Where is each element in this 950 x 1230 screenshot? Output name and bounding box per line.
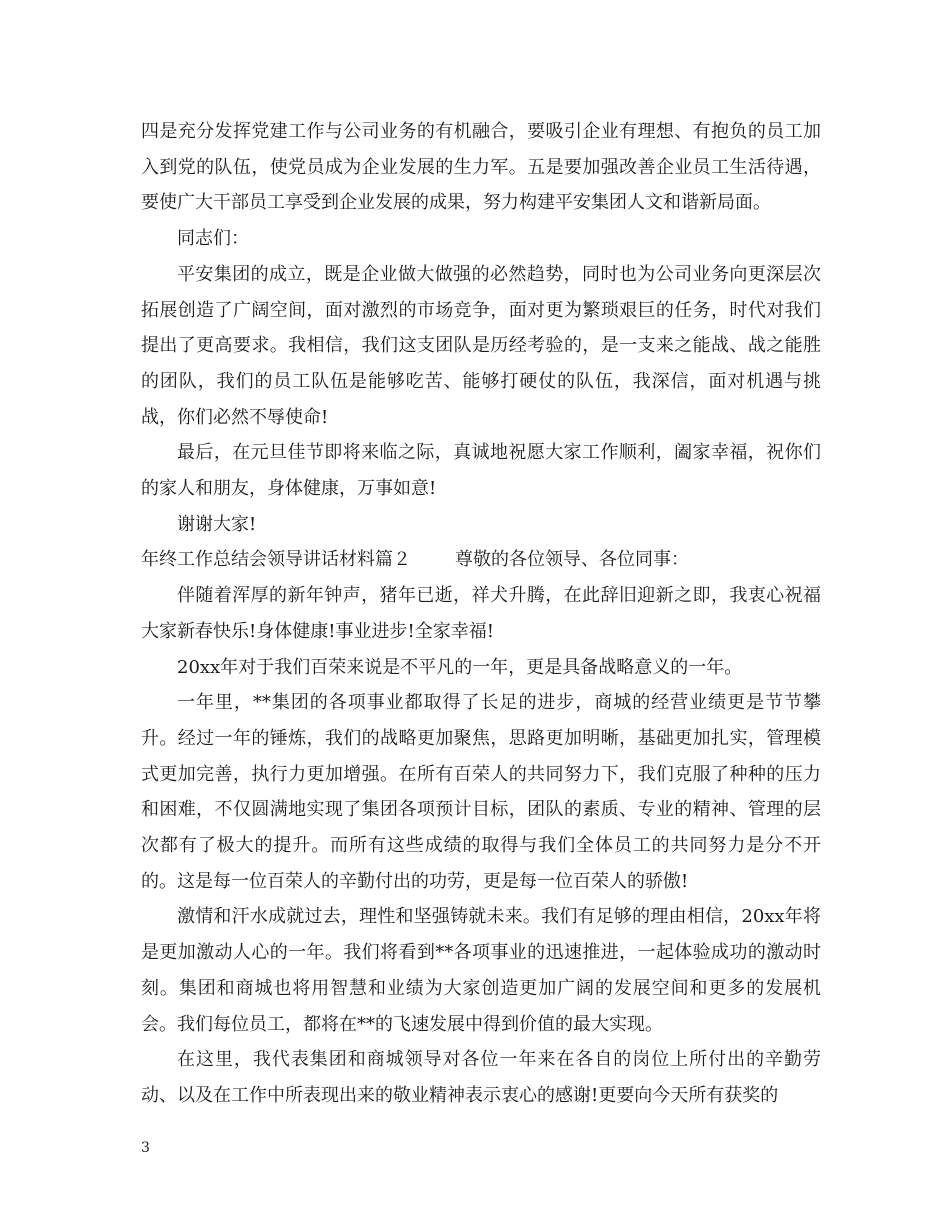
page-number: 3	[141, 1140, 150, 1156]
paragraph: 20xx年对于我们百荣来说是不平凡的一年，更是具备战略意义的一年。	[177, 656, 743, 678]
paragraph: 同志们：	[177, 228, 249, 250]
section-greeting: 尊敬的各位领导、各位同事：	[455, 549, 689, 571]
document-body	[141, 114, 821, 1114]
paragraph: 最后，在元旦佳节即将来临之际，真诚地祝愿大家工作顺利，阖家幸福，祝你们的家人和朋友，身体健康，万事如意!	[141, 442, 821, 500]
paragraph: 四是充分发挥党建工作与公司业务的有机融合，要吸引企业有理想、有抱负的员工加入到党的队伍，使党员成为企业发展的生力军。五是要加强改善企业员工生活待遇，要使广大干部员工享受到企业发展的成果，努力构建平安集团人文和谐新局面。	[141, 121, 821, 214]
paragraph: 谢谢大家!	[177, 513, 257, 535]
section-heading	[141, 542, 821, 578]
paragraph: 伴随着浑厚的新年钟声，猪年已逝，祥犬升腾，在此辞旧迎新之即，我衷心祝福大家新春快乐!身体健康!事业进步!全家幸福!	[141, 585, 821, 642]
section-title: 年终工作总结会领导讲话材料篇２	[141, 549, 411, 571]
paragraph: 平安集团的成立，既是企业做大做强的必然趋势，同时也为公司业务向更深层次拓展创造了广阔空间，面对激烈的市场竞争，面对更为繁琐艰巨的任务，时代对我们提出了更高要求。我相信，我们这支团队是历经考验的，是一支来之能战、战之能胜的团队，我们的员工队伍是能够吃苦、能够打硬仗的队伍，我深信，面对机遇与挑战，你们必然不辱使命!	[141, 263, 821, 428]
paragraph: 在这里，我代表集团和商城领导对各位一年来在各自的岗位上所付出的辛勤劳动、以及在工作中所表现出来的敬业精神表示衷心的感谢!更要向今天所有获奖的	[141, 1049, 821, 1106]
paragraph: 激情和汗水成就过去，理性和坚强铸就未来。我们有足够的理由相信，20xx年将是更加激动人心的一年。我们将看到**各项事业的迅速推进，一起体验成功的激动时刻。集团和商城也将用智慧和业绩为大家创造更加广阔的发展空间和更多的发展机会。我们每位员工，都将在**的飞速发展中得到价值的最大实现。	[141, 906, 821, 1035]
paragraph: 一年里，**集团的各项事业都取得了长足的进步，商城的经营业绩更是节节攀升。经过一年的锤炼，我们的战略更加聚焦，思路更加明晰，基础更加扎实，管理模式更加完善，执行力更加增强。在所有百荣人的共同努力下，我们克服了种种的压力和困难，不仅圆满地实现了集团各项预计目标，团队的素质、专业的精神、管理的层次都有了极大的提升。而所有这些成绩的取得与我们全体员工的共同努力是分不开的。这是每一位百荣人的辛勤付出的功劳，更是每一位百荣人的骄傲!	[141, 692, 821, 892]
